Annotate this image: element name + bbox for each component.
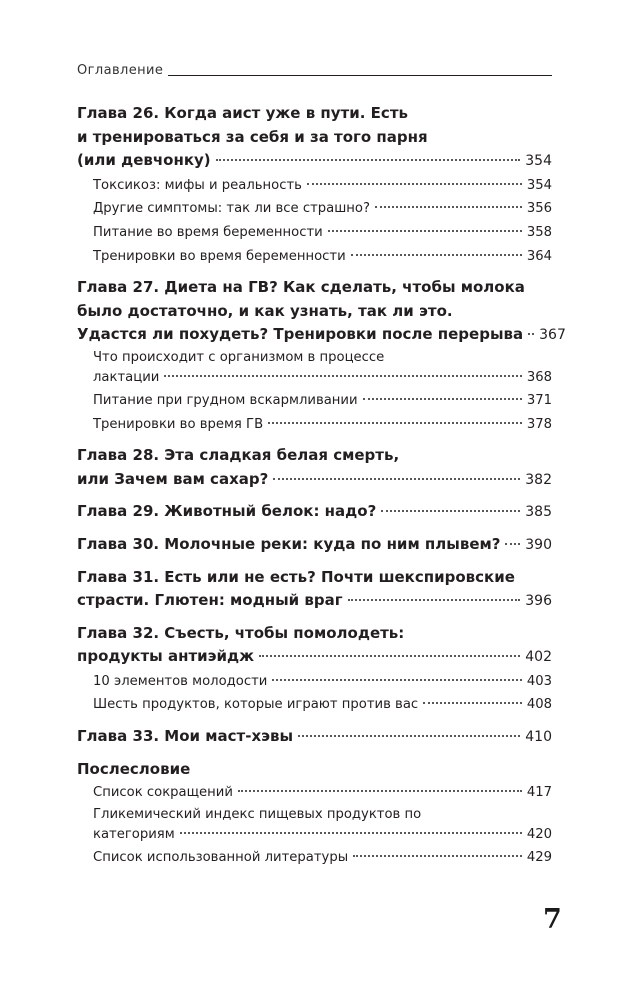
page-ref: 371 [526, 392, 552, 408]
page-ref: 408 [526, 697, 552, 713]
toc-entry[interactable] [77, 533, 552, 558]
page-ref: 403 [526, 673, 552, 689]
chapter-title-line: продукты антиэйдж [77, 647, 255, 666]
page-ref: 382 [525, 471, 552, 488]
chapter-title-line: Глава 30. Молочные реки: куда по ним плывем? [77, 534, 501, 553]
dot-leader [528, 333, 534, 335]
toc-subentry[interactable] [93, 221, 552, 245]
toc-subentry[interactable] [93, 413, 552, 437]
subsection-title: Тренировки во время ГВ [93, 416, 264, 432]
chapter-title-line: (или девчонку) [77, 151, 211, 170]
toc-subentry[interactable] [93, 693, 552, 717]
toc-entry[interactable] [77, 323, 566, 348]
dot-leader [298, 735, 520, 737]
page-ref: 356 [526, 201, 552, 217]
dot-leader [259, 655, 520, 657]
subsection-title: лактации [93, 370, 160, 386]
subsection-list [77, 348, 552, 436]
page-ref: 367 [539, 327, 566, 344]
subsection-title: 10 элементов молодости [93, 673, 268, 689]
page-ref: 390 [525, 536, 552, 553]
toc-entry[interactable] [77, 645, 552, 670]
page-ref: 417 [526, 785, 552, 801]
chapter-title-line: Глава 33. Мои маст-хэвы [77, 727, 294, 746]
toc-subentry[interactable] [93, 825, 552, 846]
toc-subentry[interactable] [93, 670, 552, 694]
chapter-title-line: Глава 26. Когда аист уже в пути. Есть [77, 104, 408, 122]
dot-leader [238, 790, 522, 792]
page-ref: 354 [526, 177, 552, 193]
dot-leader [423, 702, 522, 704]
page-ref: 396 [525, 593, 552, 610]
subsection-list [77, 781, 552, 869]
subsection-list [77, 670, 552, 717]
dot-leader [180, 832, 522, 834]
page-ref: 429 [526, 849, 552, 865]
table-of-contents [77, 102, 566, 869]
chapter-title-line: Глава 28. Эта сладкая белая смерть, [77, 446, 400, 465]
toc-chapter [77, 533, 552, 558]
dot-leader [328, 230, 522, 232]
subsection-title: Список сокращений [93, 785, 233, 801]
subsection-title: Шесть продуктов, которые играют против вас [93, 697, 419, 713]
dot-leader [272, 679, 521, 681]
toc-entry[interactable] [77, 725, 552, 750]
subsection-title: категориям [93, 827, 175, 843]
subsection-title: Список использованной литературы [93, 849, 349, 865]
page-ref: 385 [525, 504, 552, 521]
dot-leader [375, 206, 522, 208]
chapter-title-line: или Зачем вам сахар? [77, 469, 269, 488]
page-ref: 364 [526, 248, 552, 264]
chapter-title-line: Глава 29. Животный белок: надо? [77, 502, 377, 521]
dot-leader [348, 599, 521, 601]
toc-chapter [77, 758, 552, 870]
toc-subentry[interactable] [93, 781, 552, 805]
toc-chapter [77, 622, 552, 717]
header-rule [168, 75, 552, 76]
toc-entry[interactable] [77, 149, 552, 174]
toc-entry[interactable] [77, 500, 552, 525]
dot-leader [216, 159, 521, 161]
subsection-title-line: Что происходит с организмом в процессе [93, 349, 385, 365]
toc-subentry[interactable] [93, 245, 552, 269]
page-ref: 378 [526, 416, 552, 432]
page-ref: 368 [526, 370, 552, 386]
running-header-label: Оглавление [77, 63, 164, 78]
chapter-title-line: Глава 27. Диета на ГВ? Как сделать, чтобы молока [77, 278, 525, 297]
subsection-title: Питание во время беременности [93, 224, 323, 240]
subsection-title: Токсикоз: мифы и реальность [93, 177, 302, 193]
running-header [77, 63, 552, 83]
subsection-title: Другие симптомы: так ли все страшно? [93, 201, 371, 217]
chapter-title-line: Удастся ли похудеть? Тренировки после перерыва [77, 325, 524, 344]
toc-subentry[interactable] [93, 174, 552, 198]
toc-chapter [77, 725, 552, 750]
toc-entry[interactable] [77, 589, 552, 614]
dot-leader [268, 422, 522, 424]
page-ref: 410 [525, 729, 552, 746]
toc-chapter [77, 276, 566, 436]
chapter-title-line: Глава 31. Есть или не есть? Почти шекспировские [77, 567, 515, 586]
page-ref: 420 [526, 827, 552, 843]
subsection-title: Тренировки во время беременности [93, 248, 346, 264]
subsection-title: Питание при грудном вскармливании [93, 392, 358, 408]
chapter-title-line: Глава 32. Съесть, чтобы помолодеть: [77, 623, 405, 642]
page-ref: 358 [526, 224, 552, 240]
dot-leader [381, 510, 520, 512]
page-ref: 402 [525, 649, 552, 666]
toc-subentry[interactable] [93, 368, 552, 389]
toc-entry[interactable] [77, 468, 552, 493]
page-number: 7 [543, 904, 562, 935]
chapter-title-line: и тренироваться за себя и за того парня [77, 127, 428, 146]
section-heading: Послесловие [77, 759, 191, 778]
dot-leader [351, 254, 522, 256]
dot-leader [273, 478, 520, 480]
subsection-list [77, 174, 552, 268]
toc-chapter [77, 566, 552, 614]
page-ref: 354 [525, 153, 552, 170]
dot-leader [363, 398, 522, 400]
toc-subentry[interactable] [93, 197, 552, 221]
chapter-title-line: было достаточно, и как узнать, так ли это. [77, 301, 453, 320]
chapter-title-line: страсти. Глютен: модный враг [77, 591, 343, 610]
subsection-title-line: Гликемический индекс пищевых продуктов по [93, 806, 422, 822]
toc-chapter [77, 102, 552, 268]
dot-leader [164, 375, 521, 377]
toc-chapter [77, 500, 552, 525]
toc-subentry[interactable] [93, 846, 552, 870]
dot-leader [353, 855, 522, 857]
toc-chapter [77, 444, 552, 492]
toc-subentry[interactable] [93, 389, 552, 413]
dot-leader [307, 183, 522, 185]
dot-leader [505, 543, 520, 545]
